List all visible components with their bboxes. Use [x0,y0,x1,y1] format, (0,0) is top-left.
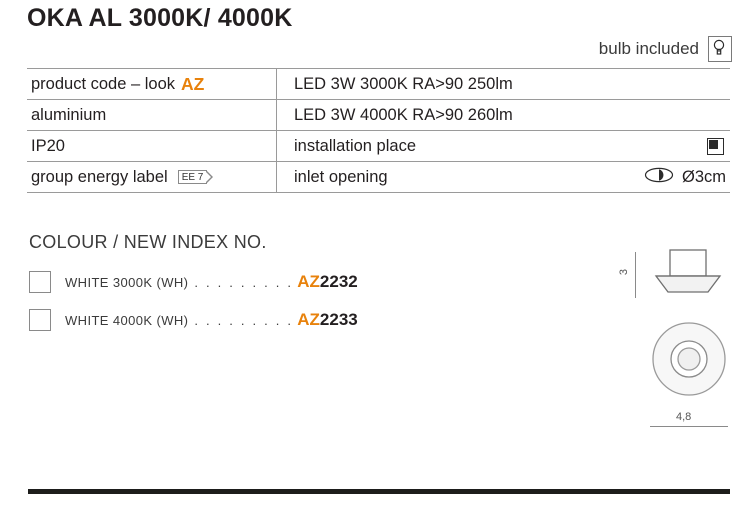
table-row [27,131,730,162]
bulb-included-label: bulb included [598,39,699,58]
leader-dots: . . . . . . . . . [194,274,294,290]
badge-arrow-inner-icon [205,171,211,183]
width-dimension-label: 4,8 [676,411,692,423]
product-code-prefix: AZ [297,310,320,329]
product-code-number: 2232 [319,272,358,291]
ip-rating-label: IP20 [31,136,65,155]
energy-class-badge [178,170,208,184]
bulb-icon [708,36,732,62]
table-row [27,162,730,193]
height-dimension-line [635,252,636,298]
footer-divider [28,489,730,494]
product-code-prefix: AZ [297,272,320,291]
inlet-opening-label: inlet opening [294,167,388,186]
colour-section-heading: COLOUR / NEW INDEX NO. [29,232,267,252]
spec-cell-left [27,131,277,161]
table-row [27,69,730,100]
product-code-label: product code – look [31,74,176,93]
led-spec-4000k: LED 3W 4000K RA>90 260lm [294,105,513,124]
fixture-top-view [650,320,728,398]
colour-name: WHITE 3000K (WH) [65,274,189,290]
material-label: aluminium [31,105,107,124]
product-code-number: 2233 [319,310,358,329]
led-spec-3000k: LED 3W 3000K RA>90 250lm [294,74,513,93]
inlet-opening-value-group [644,167,726,188]
product-code [297,310,358,330]
energy-label-text: group energy label [31,167,168,186]
table-row [27,100,730,131]
bulb-included-note [599,36,732,62]
spec-cell-right [277,69,730,99]
colour-options-list [29,266,358,342]
list-item[interactable] [29,266,358,298]
width-dimension-line [650,426,728,427]
installation-place-label: installation place [294,136,416,155]
spec-cell-left [27,69,277,99]
list-item[interactable] [29,304,358,336]
spec-cell-left [27,100,277,130]
height-dimension-label: 3 [618,268,631,276]
spec-cell-right [277,131,730,161]
colour-checkbox-white-3000k[interactable] [29,271,51,293]
spec-cell-right [277,162,730,192]
specification-table [27,68,730,193]
brand-badge-az: AZ [181,73,205,94]
colour-name: WHITE 4000K (WH) [65,312,189,328]
fixture-side-view [650,248,728,304]
width-dimension [650,412,728,432]
spec-cell-right [277,100,730,130]
technical-drawing [612,246,737,436]
product-code [297,272,358,292]
page-title: OKA AL 3000K/ 4000K [27,4,293,32]
inlet-diameter-value: Ø3cm [681,167,726,186]
inlet-opening-icon [644,167,674,188]
footer-strip [0,508,750,527]
spec-cell-left [27,162,277,192]
ceiling-recessed-icon [707,138,724,155]
energy-class-value: EE 7 [181,171,204,183]
colour-checkbox-white-4000k[interactable] [29,309,51,331]
leader-dots: . . . . . . . . . [194,312,294,328]
